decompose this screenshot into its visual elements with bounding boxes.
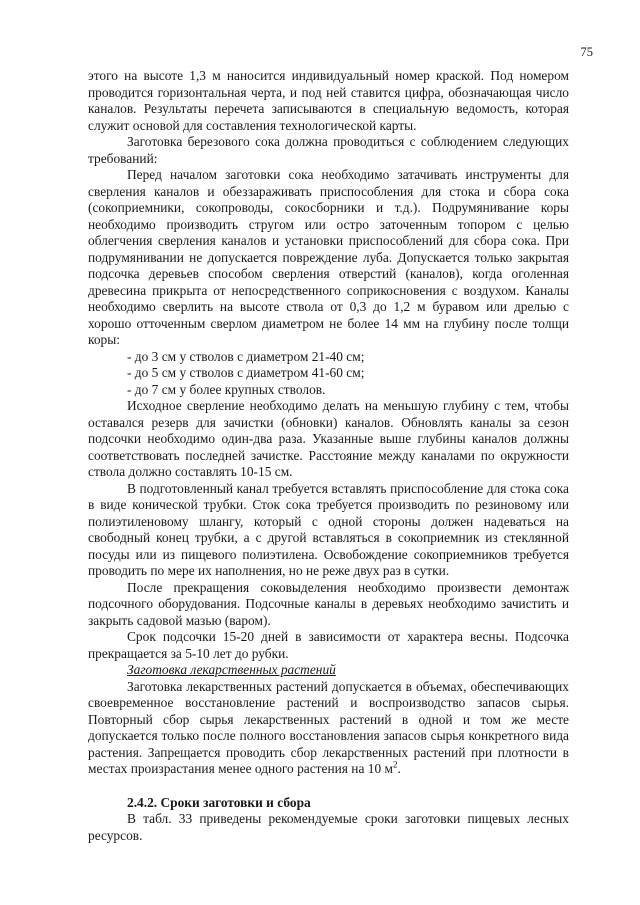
list-item: - до 3 см у стволов с диаметром 21-40 см; bbox=[127, 348, 365, 364]
paragraph-continuation: этого на высоте 1,3 м наносится индивидуальный номер краской. Под номером проводится горизонтальная черта, и под ней ставится цифра, обозначающая число каналов. Результаты перечета записываются в специальную ведомость, которая служит основой для составления технологической карты. bbox=[88, 68, 569, 133]
paragraph-dismantling: После прекращения соковыделения необходимо произвести демонтаж подсочного оборудования. Подсочные каналы в деревьях необходимо зачистить и закрыть садовой мазью (варом). bbox=[88, 579, 569, 628]
superscript-squared: 2 bbox=[392, 759, 398, 770]
paragraph-medicinal-text: Заготовка лекарственных растений допускается в объемах, обеспечивающих своевременное восстановление растений и воспроизводство запасов сырья. Повторный сбор сырья лекарственных растений в одной и том же месте допускается только после полного восстановления запасов сырья конкретного вида растения. Запрещается проводить сбор лекарственных растений при плотности в местах произрастания менее одного растения на 10 м bbox=[88, 678, 569, 776]
paragraph-table-reference: В табл. 33 приведены рекомендуемые сроки заготовки пищевых лесных ресурсов. bbox=[88, 811, 569, 843]
paragraph-sap-requirements-intro: Заготовка березового сока должна проводиться с соблюдением следующих требований: bbox=[88, 134, 569, 166]
paragraph-sap-collection: В подготовленный канал требуется вставлять приспособление для стока сока в виде конической трубки. Сток сока требуется производить по резиновому или полиэтиленовому шлангу, который с одной стороны должен надеваться на свободный конец трубки, а с другой вставляться в сокоприемник из стеклянной посуды или из пищевого полиэтилена. Освобождение сокоприемников требуется проводить по мере их наполнения, но не реже двух раз в сутки. bbox=[88, 480, 569, 578]
subsection-heading-harvest-dates: 2.4.2. Сроки заготовки и сбора bbox=[127, 794, 311, 810]
paragraph-sap-drilling: Перед началом заготовки сока необходимо затачивать инструменты для сверления каналов и обеззараживать приспособления для стока и сбора сока (сокоприемники, сокопроводы, сокосборники и т.д.). Подрумянивание коры необходимо производить стругом или остро заточенным топором с целью облегчения сверления каналов и установки приспособлений для сбора сока. При подрумянивании не допускается повреждение луба. Допускается только закрытая подсочка деревьев способом сверления отверстий (каналов), когда оголенная древесина прикрыта от непосредственного соприкосновения с воздухом. Каналы необходимо сверлить на высоте ствола от 0,3 до 1,2 м буравом или дрелью с хорошо отточенным сверлом диаметром не более 14 мм на глубину после толщи коры: bbox=[88, 167, 569, 347]
list-item: - до 7 см у более крупных стволов. bbox=[127, 381, 326, 397]
list-item: - до 5 см у стволов с диаметром 41-60 см; bbox=[127, 365, 365, 380]
page-number: 75 bbox=[580, 45, 593, 59]
paragraph-tapping-period: Срок подсочки 15-20 дней в зависимости от характера весны. Подсочка прекращается за 5-10 лет до рубки. bbox=[88, 629, 569, 661]
section-heading-medicinal-plants: Заготовка лекарственных растений bbox=[127, 662, 336, 677]
paragraph-medicinal-plants bbox=[88, 679, 569, 778]
paragraph-medicinal-end: . bbox=[397, 761, 401, 776]
paragraph-initial-drilling: Исходное сверление необходимо делать на меньшую глубину с тем, чтобы оставался резерв для зачистки (обновки) каналов. Обновлять каналы за сезон подсочки необходимо один-два раза. Указанные выше глубины каналов должны соответствовать последней зачистке. Расстояние между каналами по окружности ствола должно составлять 10-15 см. bbox=[88, 398, 569, 479]
depth-list bbox=[88, 349, 569, 399]
